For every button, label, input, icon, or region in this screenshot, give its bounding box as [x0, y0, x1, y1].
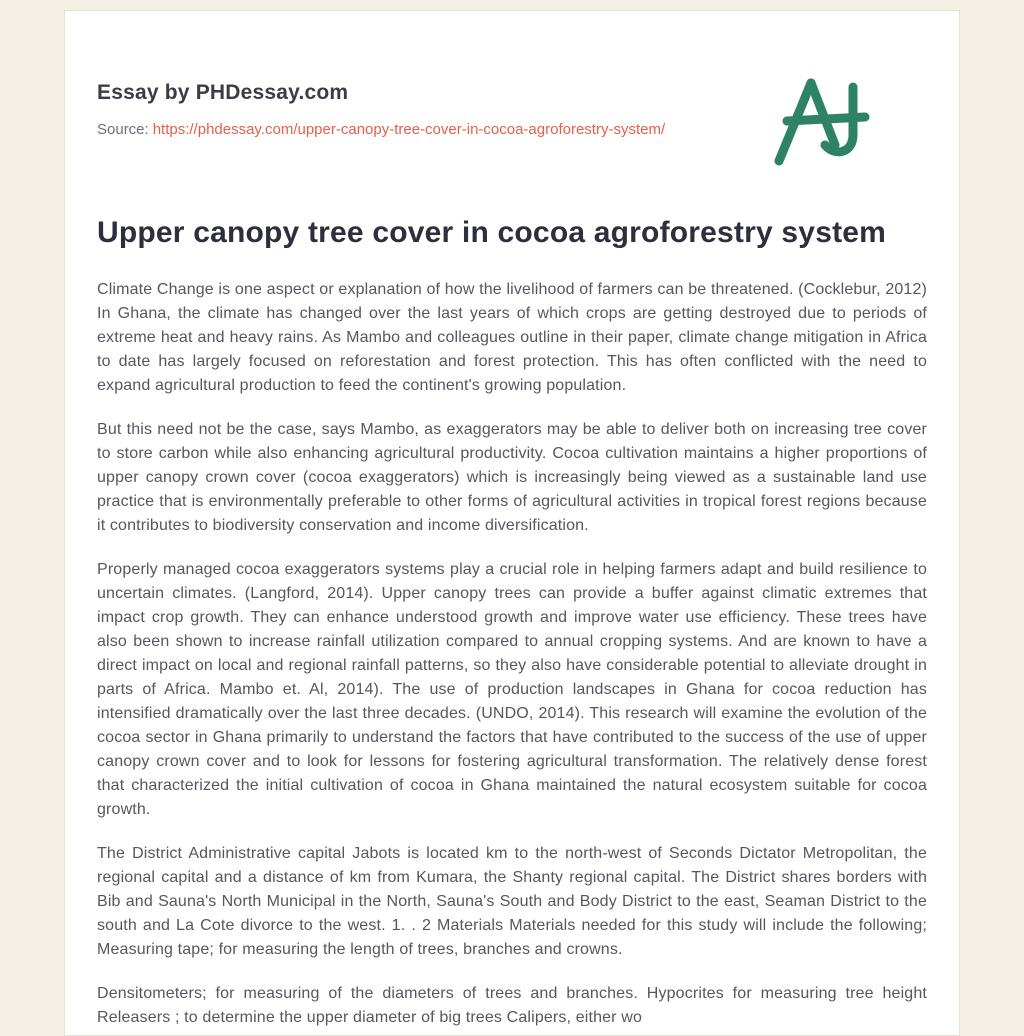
essay-card	[64, 10, 960, 1036]
essay-paragraph: Properly managed cocoa exaggerators systems play a crucial role in helping farmers adapt and build resilience to uncertain climates. (Langford, 2014). Upper canopy trees can provide a buffer against climatic extremes that impact crop growth. They can enhance understood growth and improve water use efficiency. These trees have also been shown to increase rainfall utilization compared to annual cropping systems. And are known to have a direct impact on local and regional rainfall patterns, so they also have considerable potential to alleviate drought in parts of Africa. Mambo et. Al, 2014). The use of production landscapes in Ghana for cocoa reduction has intensified dramatically over the last three decades. (UNDO, 2014). This research will examine the evolution of the cocoa sector in Ghana primarily to understand the factors that have contributed to the success of the use of upper canopy crown cover and to look for lessons for fostering agricultural transformation. The relatively dense forest that characterized the initial cultivation of cocoa in Ghana maintained the natural ecosystem suitable for cocoa growth.	[97, 561, 927, 818]
essay-source-header: Essay by PHDessay.com	[97, 81, 349, 104]
phdessay-logo-icon	[765, 73, 881, 169]
essay-body	[97, 278, 927, 1030]
page-title: Upper canopy tree cover in cocoa agroforestry system	[97, 216, 887, 249]
essay-paragraph: Densitometers; for measuring of the diameters of trees and branches. Hypocrites for measuring tree height Releasers ; to determine the upper diameter of big trees Calipers, either wo	[97, 985, 927, 1026]
essay-paragraph: The District Administrative capital Jabots is located km to the north-west of Seconds Dictator Metropolitan, the regional capital and a distance of km from Kumara, the Shanty regional capital. The District shares borders with Bib and Sauna's North Municipal in the North, Sauna's South and Body District to the east, Seaman District to the south and La Cote divorce to the west. 1. . 2 Materials Materials needed for this study will include the following; Measuring tape; for measuring the length of trees, branches and crowns.	[97, 845, 927, 958]
source-url-link[interactable]: https://phdessay.com/upper-canopy-tree-cover-in-cocoa-agroforestry-system/	[152, 121, 666, 138]
essay-paragraph: Climate Change is one aspect or explanation of how the livelihood of farmers can be threatened. (Cocklebur, 2012) In Ghana, the climate has changed over the last years of which crops are getting destroyed due to periods of extreme heat and heavy rains. As Mambo and colleagues outline in their paper, climate change mitigation in Africa to date has largely focused on reforestation and forest protection. This has often conflicted with the need to expand agricultural production to feed the continent's growing population.	[97, 281, 927, 394]
essay-paragraph: But this need not be the case, says Mambo, as exaggerators may be able to deliver both on increasing tree cover to store carbon while also enhancing agricultural productivity. Cocoa cultivation maintains a higher proportions of upper canopy crown cover (cocoa exaggerators) which is increasingly being viewed as a sustainable land use practice that is environmentally preferable to other forms of agricultural activities in tropical forest regions because it contributes to biodiversity conservation and income diversification.	[97, 421, 927, 534]
source-label: Source:	[97, 121, 149, 138]
